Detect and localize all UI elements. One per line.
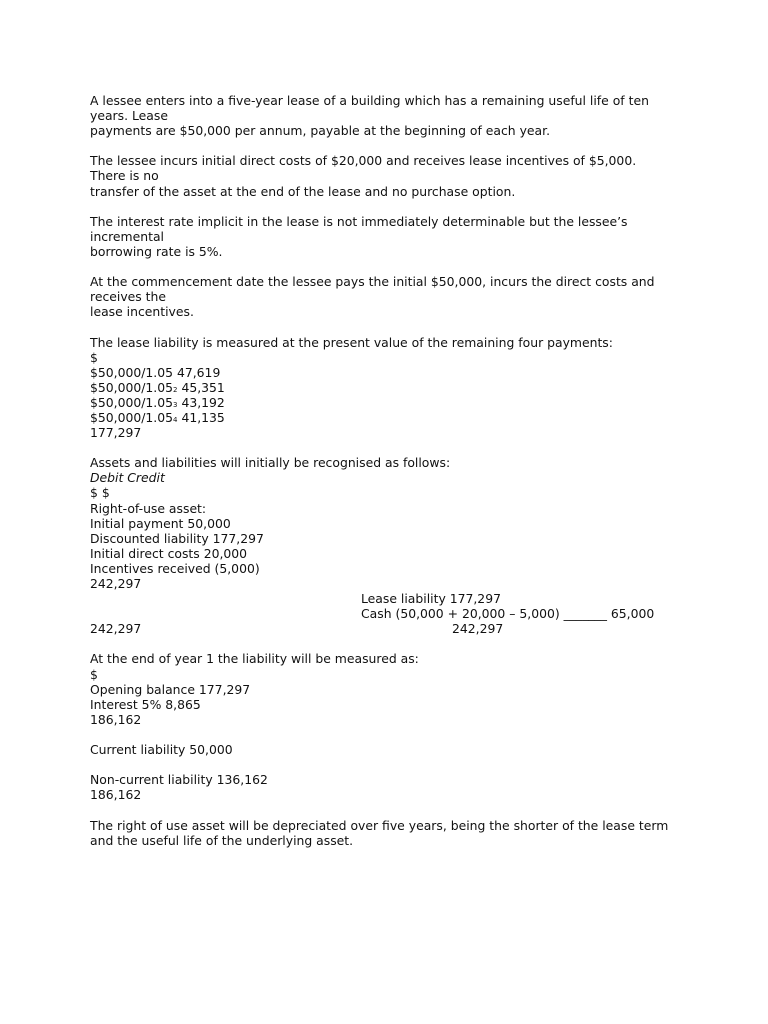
text-line: A lessee enters into a five-year lease of a building which has a remaining useful life of ten [90,93,649,108]
text-line: and the useful life of the underlying asset. [90,832,354,848]
text-line: The right of use asset will be depreciated over five years, being the shorter of the lease term [90,817,669,833]
text-line: receives the [90,289,167,305]
paragraph-lease-terms [90,93,690,138]
pv-row: $50,000/1.052 45,351 [90,379,225,395]
text-line: lease incentives. [90,304,194,320]
text-line: payments are $50,000 per annum, payable at the beginning of each year. [90,123,551,139]
lease-liability-row [90,591,690,606]
currency-header: $ $ [90,485,110,501]
cash-row [90,606,690,621]
text-line: incremental [90,228,164,244]
year-one-measurement [90,651,690,726]
y1-row: Opening balance 177,297 [90,681,251,697]
paragraph-interest-rate [90,214,690,259]
totals-row [90,621,690,636]
currency-header: $ [90,349,98,365]
rou-total: 242,297 [90,576,142,591]
paragraph-commencement [90,274,690,319]
text-line: borrowing rate is 5%. [90,243,223,259]
text-line: There is no [90,168,159,184]
pv-row: $50,000/1.054 41,135 [90,409,225,425]
text-line: transfer of the asset at the end of the lease and no purchase option. [90,183,516,199]
text-line: At the commencement date the lessee pays the initial $50,000, incurs the direct costs and [90,274,655,290]
paragraph-depreciation [90,818,690,848]
currency-header: $ [90,666,98,682]
text-line: The interest rate implicit in the lease is not immediately determinable but the lessee’s [90,213,628,229]
rou-row: Initial direct costs 20,000 [90,545,248,561]
text-line: The lease liability is measured at the present value of the remaining four payments: [90,334,613,350]
y1-total: 186,162 [90,711,142,727]
current-liability: Current liability 50,000 [90,742,233,758]
pv-row: $50,000/1.053 43,192 [90,394,225,410]
text-line: Assets and liabilities will initially be recognised as follows: [90,455,451,471]
initial-recognition [90,455,690,636]
text-line: years. Lease [90,108,168,124]
document-page [90,93,690,848]
rou-row: Discounted liability 177,297 [90,530,264,546]
total-credit: 242,297 [452,621,504,637]
rou-row: Incentives received (5,000) [90,560,260,576]
rou-label: Right-of-use asset: [90,500,207,516]
cash-text: Cash (50,000 + 20,000 – 5,000) _______ 65,000 [361,606,655,622]
split-total: 186,162 [90,787,142,803]
pv-row: $50,000/1.05 47,619 [90,364,221,380]
lease-liability-text: Lease liability 177,297 [361,591,501,607]
present-value-calculation [90,335,690,441]
rou-row: Initial payment 50,000 [90,515,231,531]
text-line: The lessee incurs initial direct costs of $20,000 and receives lease incentives of $5,000. [90,153,637,169]
pv-total: 177,297 [90,425,142,441]
paragraph-direct-costs [90,153,690,198]
noncurrent-liability: Non-current liability 136,162 [90,772,268,788]
text-line: At the end of year 1 the liability will be measured as: [90,651,419,667]
total-debit: 242,297 [90,621,142,637]
debit-credit-header: Debit Credit [90,470,165,486]
y1-row: Interest 5% 8,865 [90,696,201,712]
